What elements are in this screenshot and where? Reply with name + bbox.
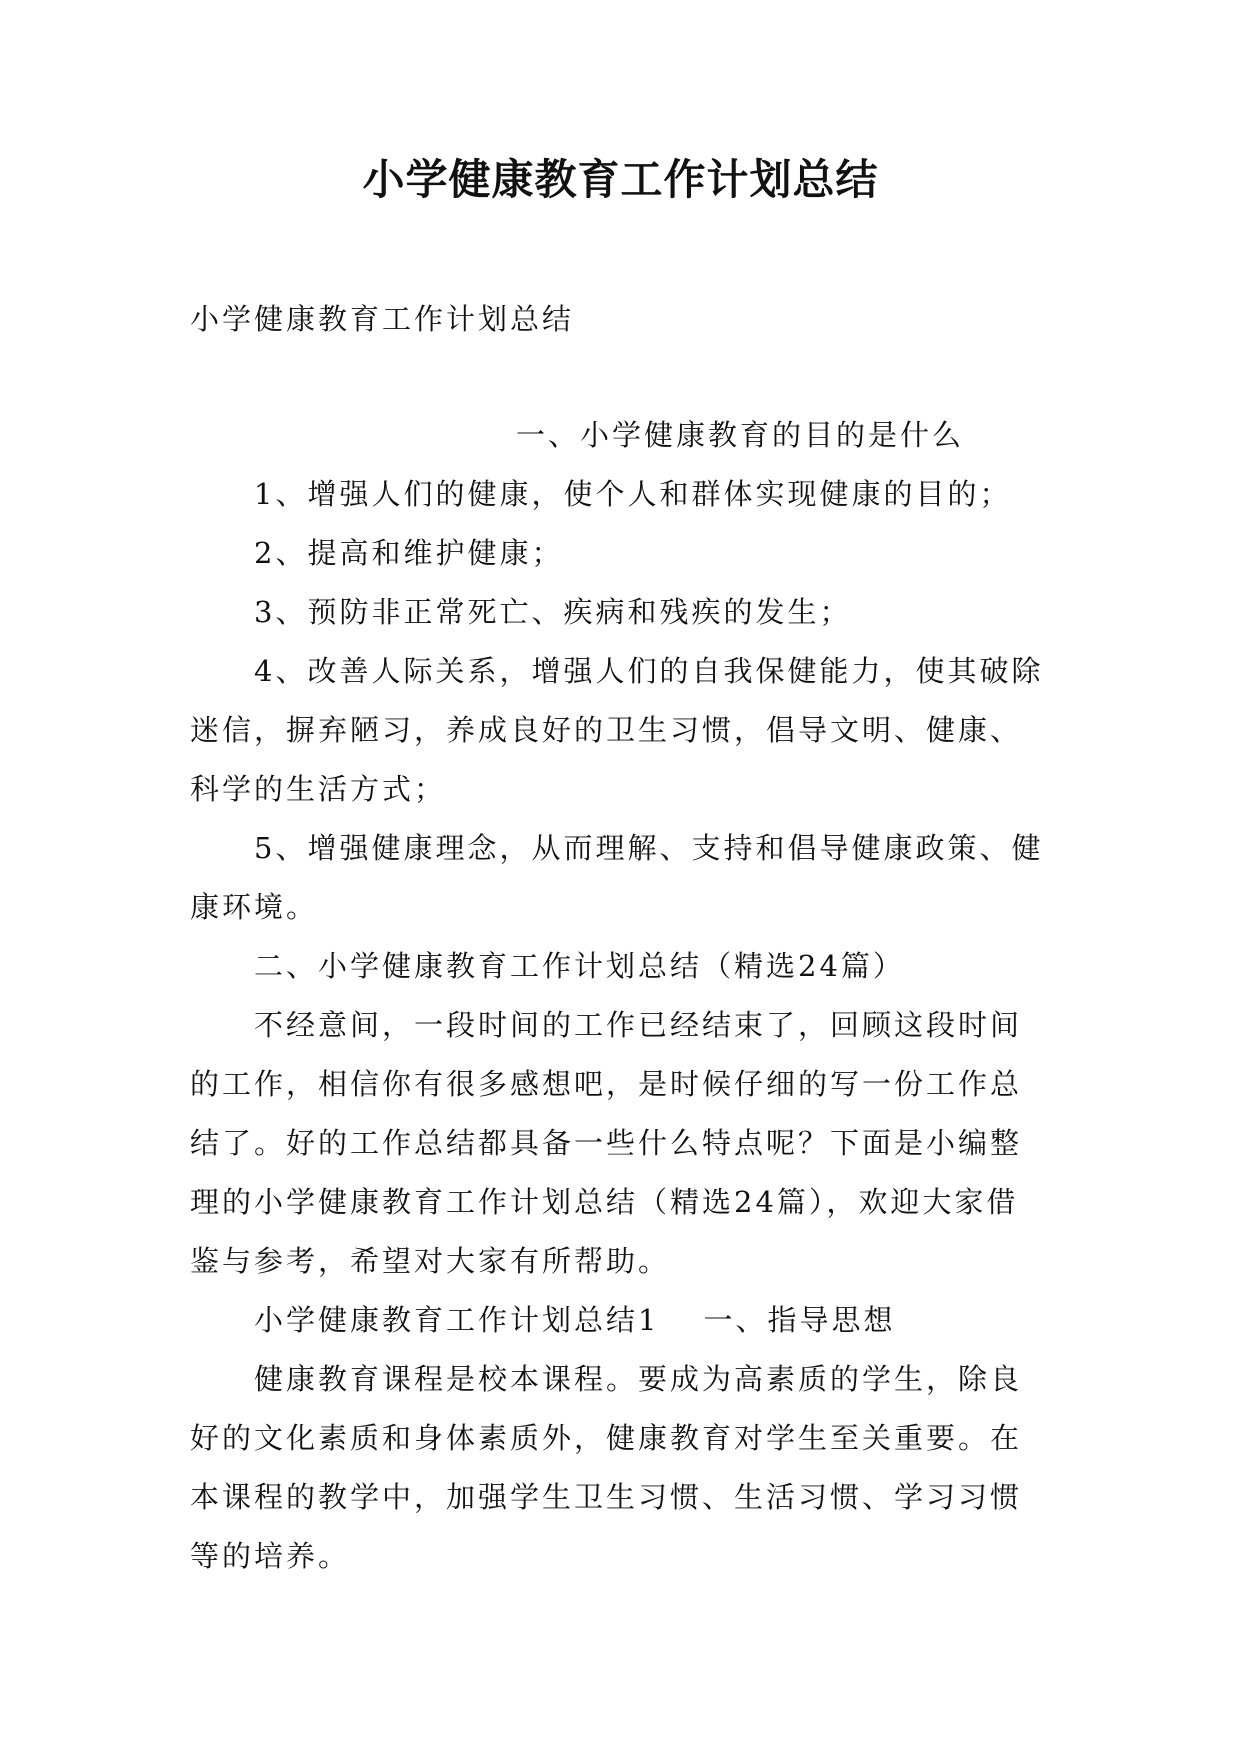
article-1-paragraph: 健康教育课程是校本课程。要成为高素质的学生，除良好的文化素质和身体素质外，健康教育对学生至关重要。在本课程的教学中，加强学生卫生习惯、生活习惯、学习习惯等的培养。 bbox=[190, 1362, 1023, 1573]
document-subtitle: 小学健康教育工作计划总结 bbox=[190, 302, 575, 336]
article-1-title-line bbox=[190, 1291, 1048, 1350]
intro-paragraph: 不经意间，一段时间的工作已经结束了，回顾这段时间的工作，相信你有很多感想吧，是时候仔细的写一份工作总结了。好的工作总结都具备一些什么特点呢？下面是小编整理的小学健康教育工作计划总结（精选24篇），欢迎大家借鉴与参考，希望对大家有所帮助。 bbox=[190, 1008, 1023, 1278]
document-body bbox=[190, 290, 1048, 1586]
list-item-2: 2、提高和维护健康； bbox=[254, 536, 564, 570]
section-1-heading: 一、小学健康教育的目的是什么 bbox=[516, 418, 965, 452]
list-item-5: 5、增强健康理念，从而理解、支持和倡导健康政策、健康环境。 bbox=[190, 831, 1044, 924]
article-1-heading: 一、指导思想 bbox=[703, 1303, 896, 1337]
document-title: 小学健康教育工作计划总结 bbox=[362, 155, 879, 204]
section-2-heading: 二、小学健康教育工作计划总结（精选24篇） bbox=[254, 949, 905, 983]
article-1-title: 小学健康教育工作计划总结1 bbox=[254, 1303, 660, 1337]
list-item-4: 4、改善人际关系，增强人们的自我保健能力，使其破除迷信，摒弃陋习，养成良好的卫生习惯，倡导文明、健康、科学的生活方式； bbox=[190, 654, 1044, 806]
list-item-1: 1、增强人们的健康，使个人和群体实现健康的目的； bbox=[254, 477, 1012, 511]
list-item-3: 3、预防非正常死亡、疾病和残疾的发生； bbox=[254, 595, 852, 629]
